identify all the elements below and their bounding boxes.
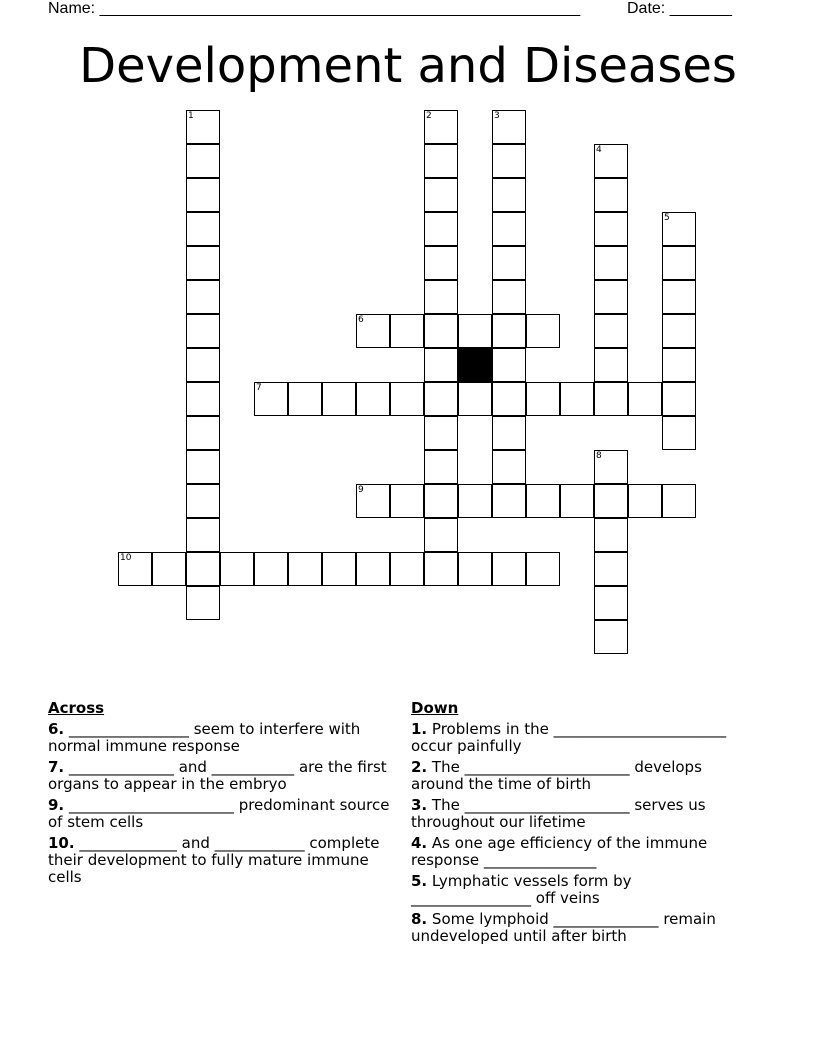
cell-number: 10 <box>120 553 132 563</box>
clue-number: 10. <box>48 834 75 852</box>
grid-cell[interactable] <box>492 280 526 314</box>
grid-cell[interactable] <box>662 416 696 450</box>
grid-cell[interactable] <box>254 382 288 416</box>
down-clue-1 <box>411 721 756 755</box>
grid-cell[interactable] <box>492 552 526 586</box>
grid-cell[interactable] <box>492 382 526 416</box>
grid-cell[interactable] <box>662 484 696 518</box>
cell-number: 9 <box>358 485 364 495</box>
grid-cell[interactable] <box>594 280 628 314</box>
across-clue-6 <box>48 721 400 755</box>
clue-text: ______________________ predominant source of stem cells <box>48 796 390 831</box>
clue-number: 2. <box>411 758 428 776</box>
clue-text: The ______________________ develops around the time of birth <box>411 758 702 793</box>
grid-cell[interactable] <box>424 144 458 178</box>
date-line[interactable]: Date: _______ <box>627 0 732 17</box>
clue-text: ______________ and ___________ are the first organs to appear in the embryo <box>48 758 387 793</box>
grid-cell[interactable] <box>492 178 526 212</box>
down-clues <box>411 700 756 949</box>
grid-cell[interactable] <box>594 348 628 382</box>
name-line[interactable]: Name: ______________________________________________________ <box>48 0 581 17</box>
grid-cell[interactable] <box>662 280 696 314</box>
grid-cell[interactable] <box>288 382 322 416</box>
grid-cell[interactable] <box>390 552 424 586</box>
grid-cell[interactable] <box>356 552 390 586</box>
grid-cell[interactable] <box>458 314 492 348</box>
cell-number: 5 <box>664 213 670 223</box>
grid-cell[interactable] <box>424 348 458 382</box>
clue-number: 1. <box>411 720 428 738</box>
cell-number: 2 <box>426 111 432 121</box>
grid-cell[interactable] <box>458 382 492 416</box>
grid-cell[interactable] <box>186 382 220 416</box>
across-heading: Across <box>48 699 105 717</box>
down-clue-4 <box>411 835 756 869</box>
grid-cell[interactable] <box>186 212 220 246</box>
cell-number: 7 <box>256 383 262 393</box>
clue-text: Lymphatic vessels form by ________________ off veins <box>411 872 632 907</box>
grid-cell[interactable] <box>492 484 526 518</box>
grid-cell[interactable] <box>186 552 220 586</box>
grid-cell[interactable] <box>424 110 458 144</box>
grid-cell[interactable] <box>662 246 696 280</box>
grid-cell[interactable] <box>254 552 288 586</box>
grid-cell[interactable] <box>118 552 152 586</box>
cell-number: 3 <box>494 111 500 121</box>
across-clue-10 <box>48 835 400 886</box>
grid-cell[interactable] <box>662 382 696 416</box>
grid-cell[interactable] <box>186 348 220 382</box>
grid-cell[interactable] <box>186 518 220 552</box>
grid-cell[interactable] <box>390 382 424 416</box>
grid-cell[interactable] <box>594 212 628 246</box>
grid-cell[interactable] <box>356 314 390 348</box>
clue-number: 5. <box>411 872 428 890</box>
grid-cell[interactable] <box>186 280 220 314</box>
grid-cell[interactable] <box>186 416 220 450</box>
clue-text: The ______________________ serves us throughout our lifetime <box>411 796 706 831</box>
grid-cell[interactable] <box>492 416 526 450</box>
grid-cell[interactable] <box>424 246 458 280</box>
grid-cell[interactable] <box>186 484 220 518</box>
grid-cell[interactable] <box>186 586 220 620</box>
grid-cell[interactable] <box>526 552 560 586</box>
grid-cell[interactable] <box>594 382 628 416</box>
grid-cell[interactable] <box>594 178 628 212</box>
grid-cell[interactable] <box>594 518 628 552</box>
grid-cell[interactable] <box>356 484 390 518</box>
grid-cell[interactable] <box>220 552 254 586</box>
grid-cell[interactable] <box>186 314 220 348</box>
grid-cell[interactable] <box>322 552 356 586</box>
grid-cell[interactable] <box>526 382 560 416</box>
across-clue-9 <box>48 797 400 831</box>
grid-cell[interactable] <box>186 246 220 280</box>
clue-number: 3. <box>411 796 428 814</box>
clue-number: 6. <box>48 720 65 738</box>
grid-cell[interactable] <box>458 484 492 518</box>
grid-cell[interactable] <box>492 314 526 348</box>
grid-cell[interactable] <box>628 382 662 416</box>
grid-cell[interactable] <box>186 178 220 212</box>
grid-cell[interactable] <box>594 586 628 620</box>
grid-cell[interactable] <box>152 552 186 586</box>
down-clue-2 <box>411 759 756 793</box>
grid-cell[interactable] <box>492 348 526 382</box>
grid-cell[interactable] <box>288 552 322 586</box>
clue-text: Some lymphoid ______________ remain undeveloped until after birth <box>411 910 716 945</box>
grid-cell[interactable] <box>492 450 526 484</box>
cell-number: 8 <box>596 451 602 461</box>
cell-number: 1 <box>188 111 194 121</box>
clue-text: ________________ seem to interfere with normal immune response <box>48 720 361 755</box>
grid-cell[interactable] <box>594 450 628 484</box>
grid-cell[interactable] <box>356 382 390 416</box>
grid-cell[interactable] <box>662 314 696 348</box>
grid-cell[interactable] <box>424 552 458 586</box>
grid-cell[interactable] <box>458 552 492 586</box>
clue-text: Problems in the _______________________ occur painfully <box>411 720 727 755</box>
grid-cell[interactable] <box>424 416 458 450</box>
grid-cell[interactable] <box>492 212 526 246</box>
cell-number: 4 <box>596 145 602 155</box>
down-clue-5 <box>411 873 756 907</box>
grid-cell[interactable] <box>492 246 526 280</box>
black-cell <box>458 348 492 382</box>
grid-cell[interactable] <box>186 110 220 144</box>
clue-number: 9. <box>48 796 65 814</box>
grid-cell[interactable] <box>594 144 628 178</box>
grid-cell[interactable] <box>662 212 696 246</box>
grid-cell[interactable] <box>560 484 594 518</box>
grid-cell[interactable] <box>390 484 424 518</box>
grid-cell[interactable] <box>424 382 458 416</box>
clue-number: 8. <box>411 910 428 928</box>
down-heading: Down <box>411 699 459 717</box>
grid-cell[interactable] <box>424 314 458 348</box>
grid-cell[interactable] <box>628 484 662 518</box>
grid-cell[interactable] <box>526 314 560 348</box>
grid-cell[interactable] <box>424 484 458 518</box>
grid-cell[interactable] <box>492 110 526 144</box>
grid-cell[interactable] <box>594 552 628 586</box>
grid-cell[interactable] <box>594 246 628 280</box>
grid-cell[interactable] <box>526 484 560 518</box>
grid-cell[interactable] <box>594 484 628 518</box>
cell-number: 6 <box>358 315 364 325</box>
grid-cell[interactable] <box>424 212 458 246</box>
grid-cell[interactable] <box>186 450 220 484</box>
grid-cell[interactable] <box>594 620 628 654</box>
clue-text: _____________ and ____________ complete their development to fully mature immune cells <box>48 834 380 886</box>
clue-text: As one age efficiency of the immune response _______________ <box>411 834 708 869</box>
page-title: Development and Diseases <box>79 38 737 94</box>
grid-cell[interactable] <box>322 382 356 416</box>
grid-cell[interactable] <box>594 314 628 348</box>
across-clues <box>48 700 400 890</box>
clue-number: 7. <box>48 758 65 776</box>
grid-cell[interactable] <box>492 144 526 178</box>
grid-cell[interactable] <box>186 144 220 178</box>
down-clue-8 <box>411 911 756 945</box>
grid-cell[interactable] <box>662 348 696 382</box>
grid-cell[interactable] <box>424 178 458 212</box>
grid-cell[interactable] <box>424 450 458 484</box>
across-clue-7 <box>48 759 400 793</box>
grid-cell[interactable] <box>424 518 458 552</box>
grid-cell[interactable] <box>560 382 594 416</box>
clue-number: 4. <box>411 834 428 852</box>
down-clue-3 <box>411 797 756 831</box>
grid-cell[interactable] <box>424 280 458 314</box>
grid-cell[interactable] <box>390 314 424 348</box>
